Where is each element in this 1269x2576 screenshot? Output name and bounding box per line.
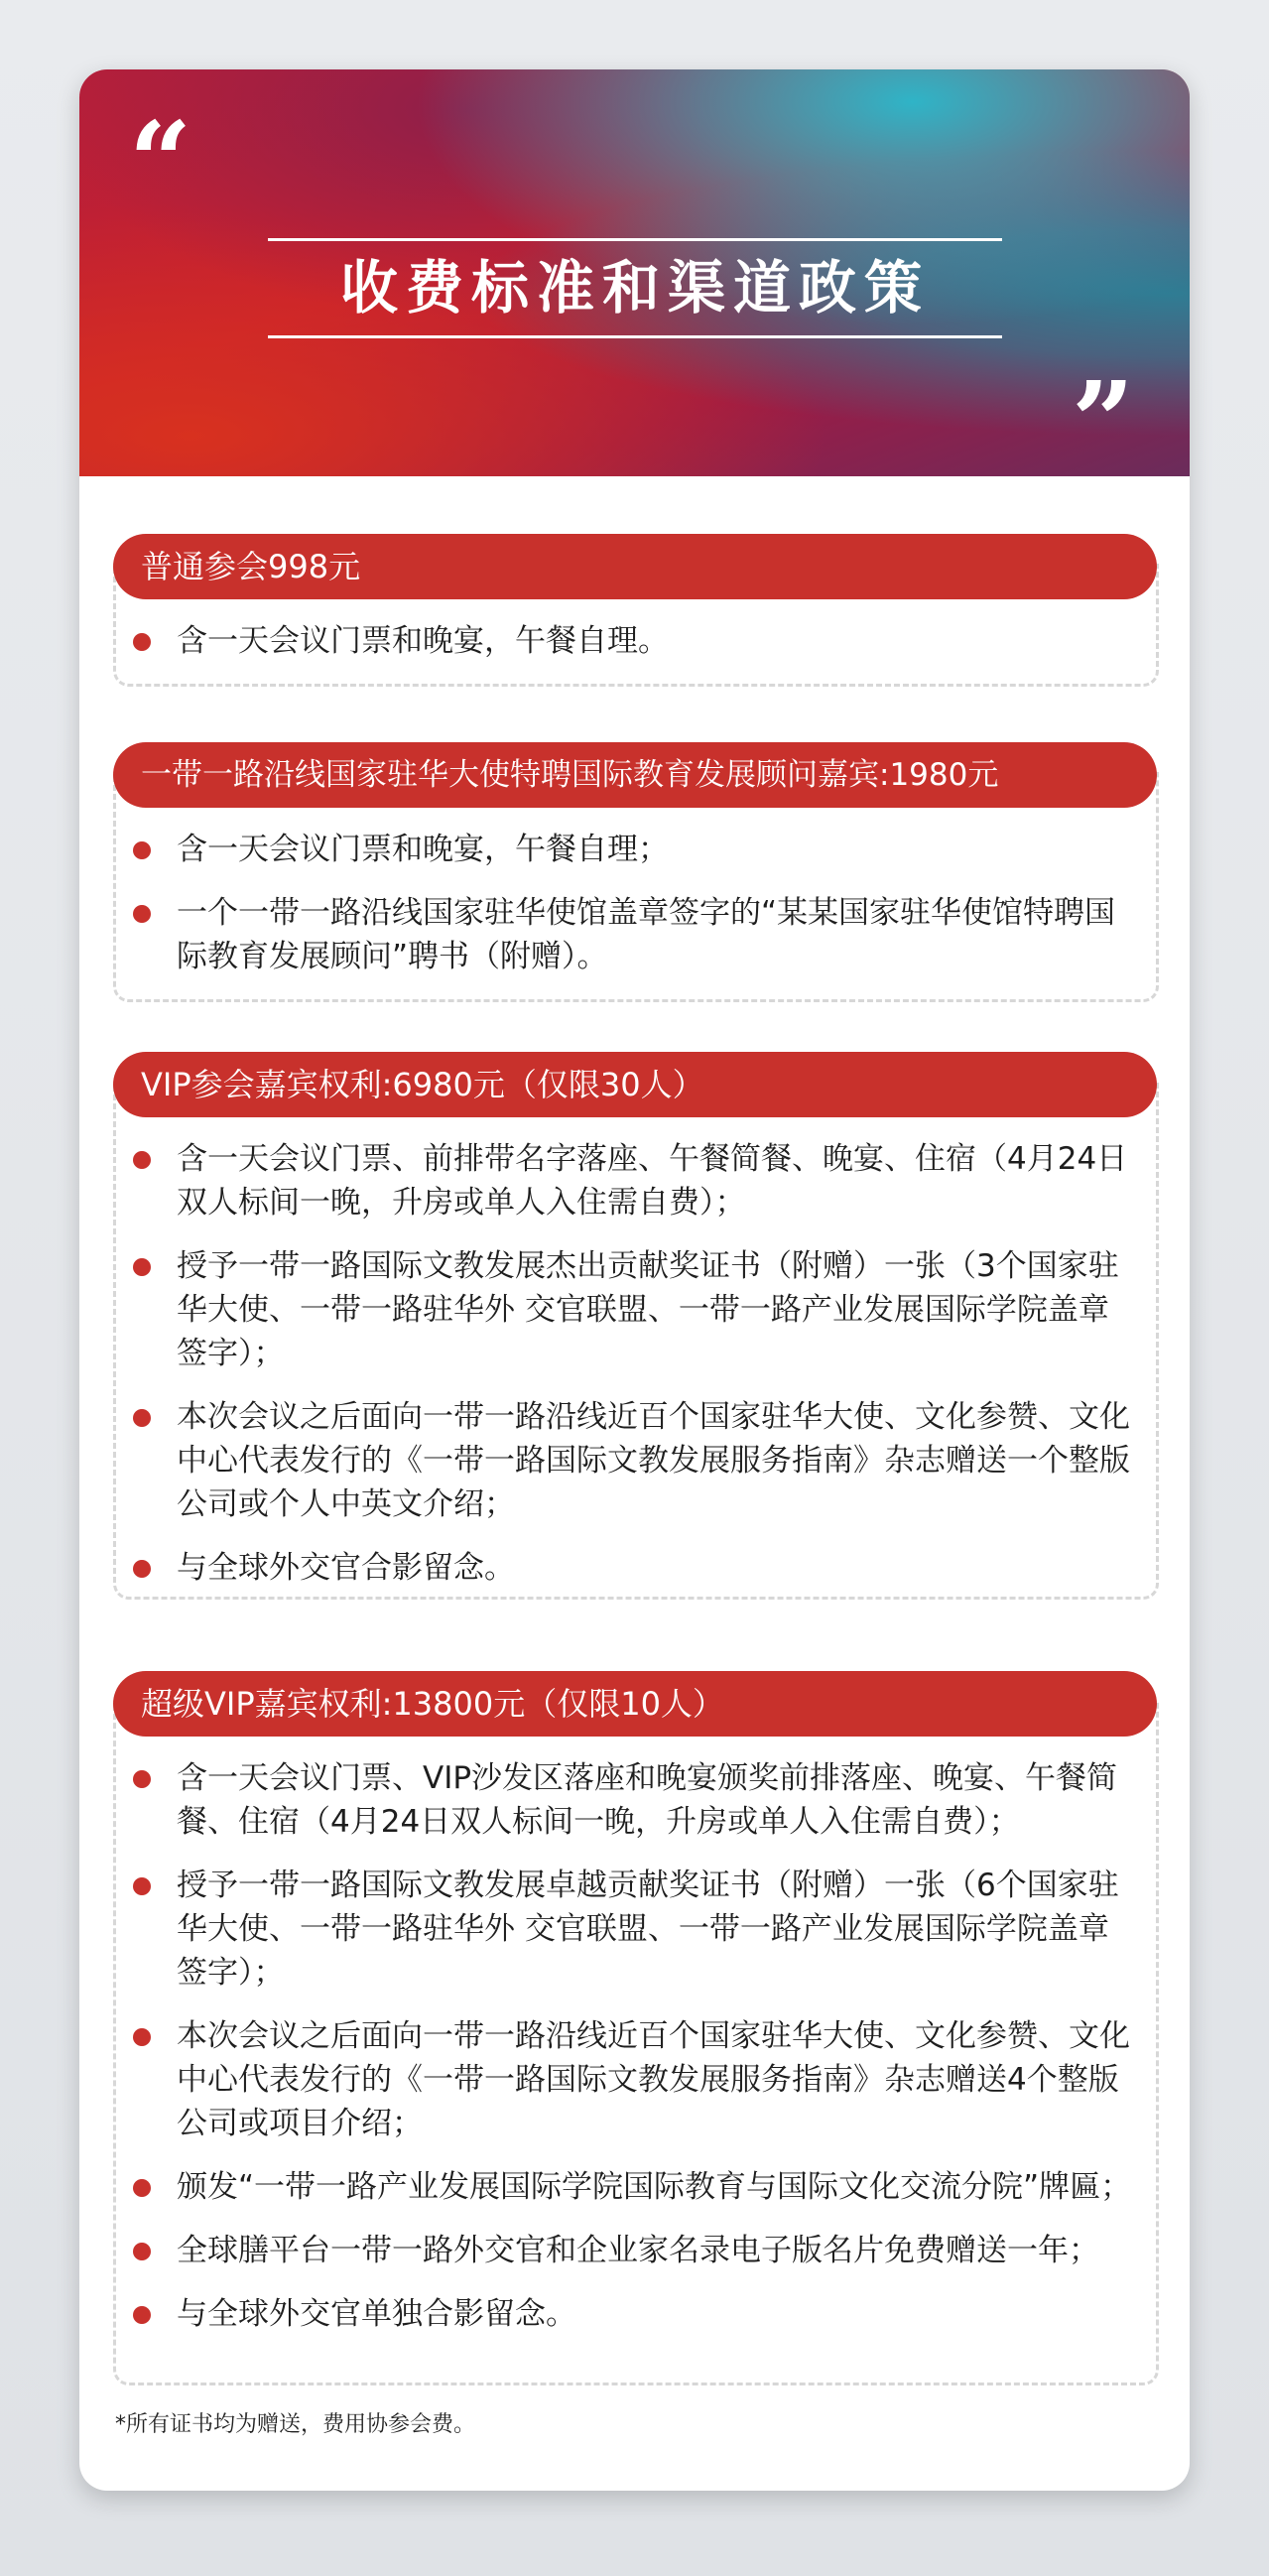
tier-advisor (113, 742, 1157, 1002)
close-quote-icon: ” (1072, 357, 1135, 485)
tier-heading: 一带一路沿线国家驻华大使特聘国际教育发展顾问嘉宾:1980元 (113, 742, 1157, 808)
bullet-dot-icon (133, 2028, 151, 2046)
benefit-text: 含一天会议门票和晚宴，午餐自理； (177, 832, 669, 867)
tier-heading: 超级VIP嘉宾权利:13800元（仅限10人） (113, 1671, 1157, 1737)
page-title: 收费标准和渠道政策 (339, 254, 930, 322)
title-rule-top (268, 238, 1002, 241)
benefit-item (113, 1864, 1157, 1995)
benefit-item (113, 2014, 1157, 2145)
benefit-text: 含一天会议门票、前排带名字落座、午餐简餐、晚宴、住宿（4月24日双人标间一晚，升房或单人入住需自费）； (177, 1141, 1128, 1221)
open-quote-icon: “ (129, 97, 192, 225)
bullet-dot-icon (133, 2306, 151, 2324)
benefit-text: 本次会议之后面向一带一路沿线近百个国家驻华大使、文化参赞、文化中心代表发行的《一带一路国际文教发展服务指南》杂志赠送一个整版公司或个人中英文介绍； (177, 1399, 1130, 1522)
benefit-item (113, 1244, 1157, 1375)
header-banner (79, 69, 1190, 485)
benefit-item (113, 619, 1157, 663)
tier-heading: VIP参会嘉宾权利:6980元（仅限30人） (113, 1052, 1157, 1117)
bullet-dot-icon (133, 2179, 151, 2197)
benefit-item (113, 1395, 1157, 1526)
bullet-dot-icon (133, 1258, 151, 1276)
tier-super-vip (113, 1671, 1157, 2385)
benefit-item (113, 2292, 1157, 2336)
benefit-text: 与全球外交官合影留念。 (177, 1550, 515, 1586)
bullet-dot-icon (133, 1877, 151, 1895)
bullet-dot-icon (133, 841, 151, 859)
tier-benefits (113, 1137, 1157, 1610)
tier-heading: 普通参会998元 (113, 534, 1157, 599)
benefit-text: 含一天会议门票、VIP沙发区落座和晚宴颁奖前排落座、晚宴、午餐简餐、住宿（4月24日双人标间一晚，升房或单人入住需自费）； (177, 1760, 1118, 1840)
benefit-item (113, 828, 1157, 871)
benefit-text: 一个一带一路沿线国家驻华使馆盖章签字的“某某国家驻华使馆特聘国际教育发展顾问”聘书（附赠）。 (177, 895, 1116, 974)
bullet-dot-icon (133, 1151, 151, 1169)
benefit-item (113, 1756, 1157, 1844)
benefit-text: 本次会议之后面向一带一路沿线近百个国家驻华大使、文化参赞、文化中心代表发行的《一带一路国际文教发展服务指南》杂志赠送4个整版公司或项目介绍； (177, 2018, 1130, 2141)
pricing-card (79, 69, 1190, 2491)
benefit-text: 授予一带一路国际文教发展卓越贡献奖证书（附赠）一张（6个国家驻华大使、一带一路驻华外 交官联盟、一带一路产业发展国际学院盖章签字）； (177, 1868, 1119, 1991)
benefit-item (113, 891, 1157, 978)
benefit-text: 含一天会议门票和晚宴，午餐自理。 (177, 623, 669, 659)
bullet-dot-icon (133, 1560, 151, 1578)
bullet-dot-icon (133, 1409, 151, 1427)
bullet-dot-icon (133, 2243, 151, 2260)
tier-benefits (113, 1756, 1157, 2356)
benefit-item (113, 2165, 1157, 2209)
bullet-dot-icon (133, 633, 151, 651)
benefit-text: 全球膳平台一带一路外交官和企业家名录电子版名片免费赠送一年； (177, 2233, 1099, 2268)
tier-benefits (113, 828, 1157, 998)
footnote: *所有证书均为赠送，费用协参会费。 (115, 2412, 476, 2437)
benefit-text: 授予一带一路国际文教发展杰出贡献奖证书（附赠）一张（3个国家驻华大使、一带一路驻华外 交官联盟、一带一路产业发展国际学院盖章签字）； (177, 1248, 1119, 1371)
bullet-dot-icon (133, 905, 151, 923)
benefit-item (113, 2229, 1157, 2272)
tier-vip (113, 1052, 1157, 1600)
benefit-item (113, 1137, 1157, 1224)
tier-benefits (113, 619, 1157, 683)
benefit-text: 与全球外交官单独合影留念。 (177, 2296, 576, 2332)
benefit-text: 颁发“一带一路产业发展国际学院国际教育与国际文化交流分院”牌匾； (177, 2169, 1132, 2205)
title-rule-bottom (268, 335, 1002, 338)
bullet-dot-icon (133, 1770, 151, 1788)
benefit-item (113, 1546, 1157, 1590)
tier-regular (113, 534, 1157, 687)
